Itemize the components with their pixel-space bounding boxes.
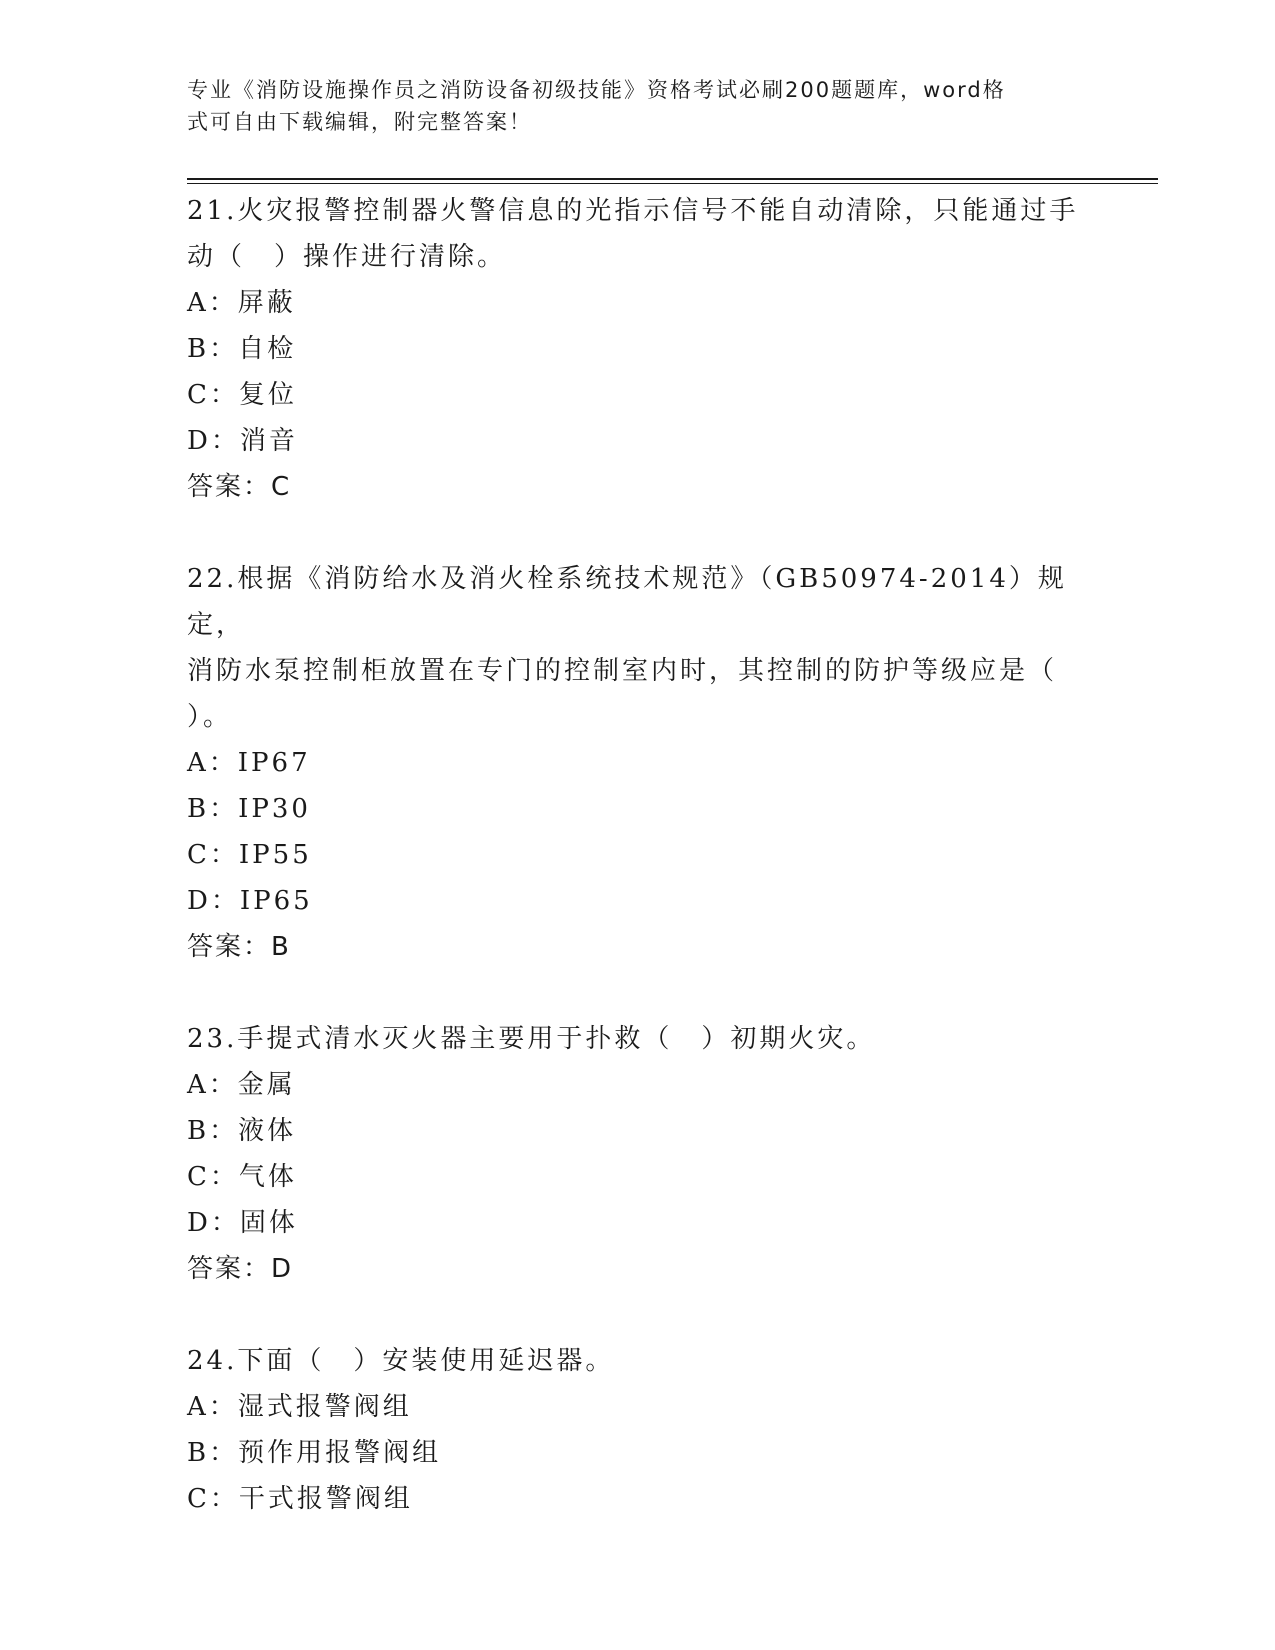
option-c: C：IP55 <box>187 840 312 870</box>
option-c: C：气体 <box>187 1162 297 1192</box>
question-21 <box>187 188 1087 510</box>
question-stem-line: 22.根据《消防给水及消火栓系统技术规范》（GB50974-2014）规定， <box>187 564 1067 640</box>
option-b: B：自检 <box>187 334 297 364</box>
option-b: B：液体 <box>187 1116 297 1146</box>
option-a: A：IP67 <box>187 748 311 778</box>
option-c: C：复位 <box>187 380 297 410</box>
question-spacer <box>187 970 1087 1016</box>
question-stem-line: 24.下面（ ）安装使用延迟器。 <box>187 1346 615 1376</box>
option-d: D：固体 <box>187 1208 298 1238</box>
option-c: C：干式报警阀组 <box>187 1484 413 1514</box>
question-24 <box>187 1338 1087 1522</box>
question-stem-line: 动（ ）操作进行清除。 <box>187 242 507 272</box>
header-line-1: 专业《消防设施操作员之消防设备初级技能》资格考试必刷200题题库，word格 <box>187 78 1006 102</box>
option-a: A：金属 <box>187 1070 296 1100</box>
header-divider-thick <box>187 178 1158 180</box>
question-spacer <box>187 510 1087 556</box>
option-a: A：屏蔽 <box>187 288 296 318</box>
document-header <box>187 74 1067 138</box>
option-d: D：消音 <box>187 426 298 456</box>
question-stem-line: ）。 <box>187 702 233 732</box>
question-list <box>187 188 1087 1522</box>
option-a: A：湿式报警阀组 <box>187 1392 412 1422</box>
question-22 <box>187 556 1087 970</box>
question-23 <box>187 1016 1087 1292</box>
answer-line: 答案：C <box>187 472 292 502</box>
question-stem-line: 21.火灾报警控制器火警信息的光指示信号不能自动清除，只能通过手 <box>187 196 1079 226</box>
question-stem-line: 23.手提式清水灭火器主要用于扑救（ ）初期火灾。 <box>187 1024 876 1054</box>
option-b: B：预作用报警阀组 <box>187 1438 442 1468</box>
answer-line: 答案：B <box>187 932 291 962</box>
header-line-2: 式可自由下载编辑，附完整答案！ <box>187 110 532 134</box>
question-spacer <box>187 1292 1087 1338</box>
header-divider-thin <box>187 183 1158 184</box>
option-b: B：IP30 <box>187 794 311 824</box>
option-d: D：IP65 <box>187 886 313 916</box>
answer-line: 答案：D <box>187 1254 294 1284</box>
question-stem-line: 消防水泵控制柜放置在专门的控制室内时，其控制的防护等级应是（ <box>187 656 1058 686</box>
